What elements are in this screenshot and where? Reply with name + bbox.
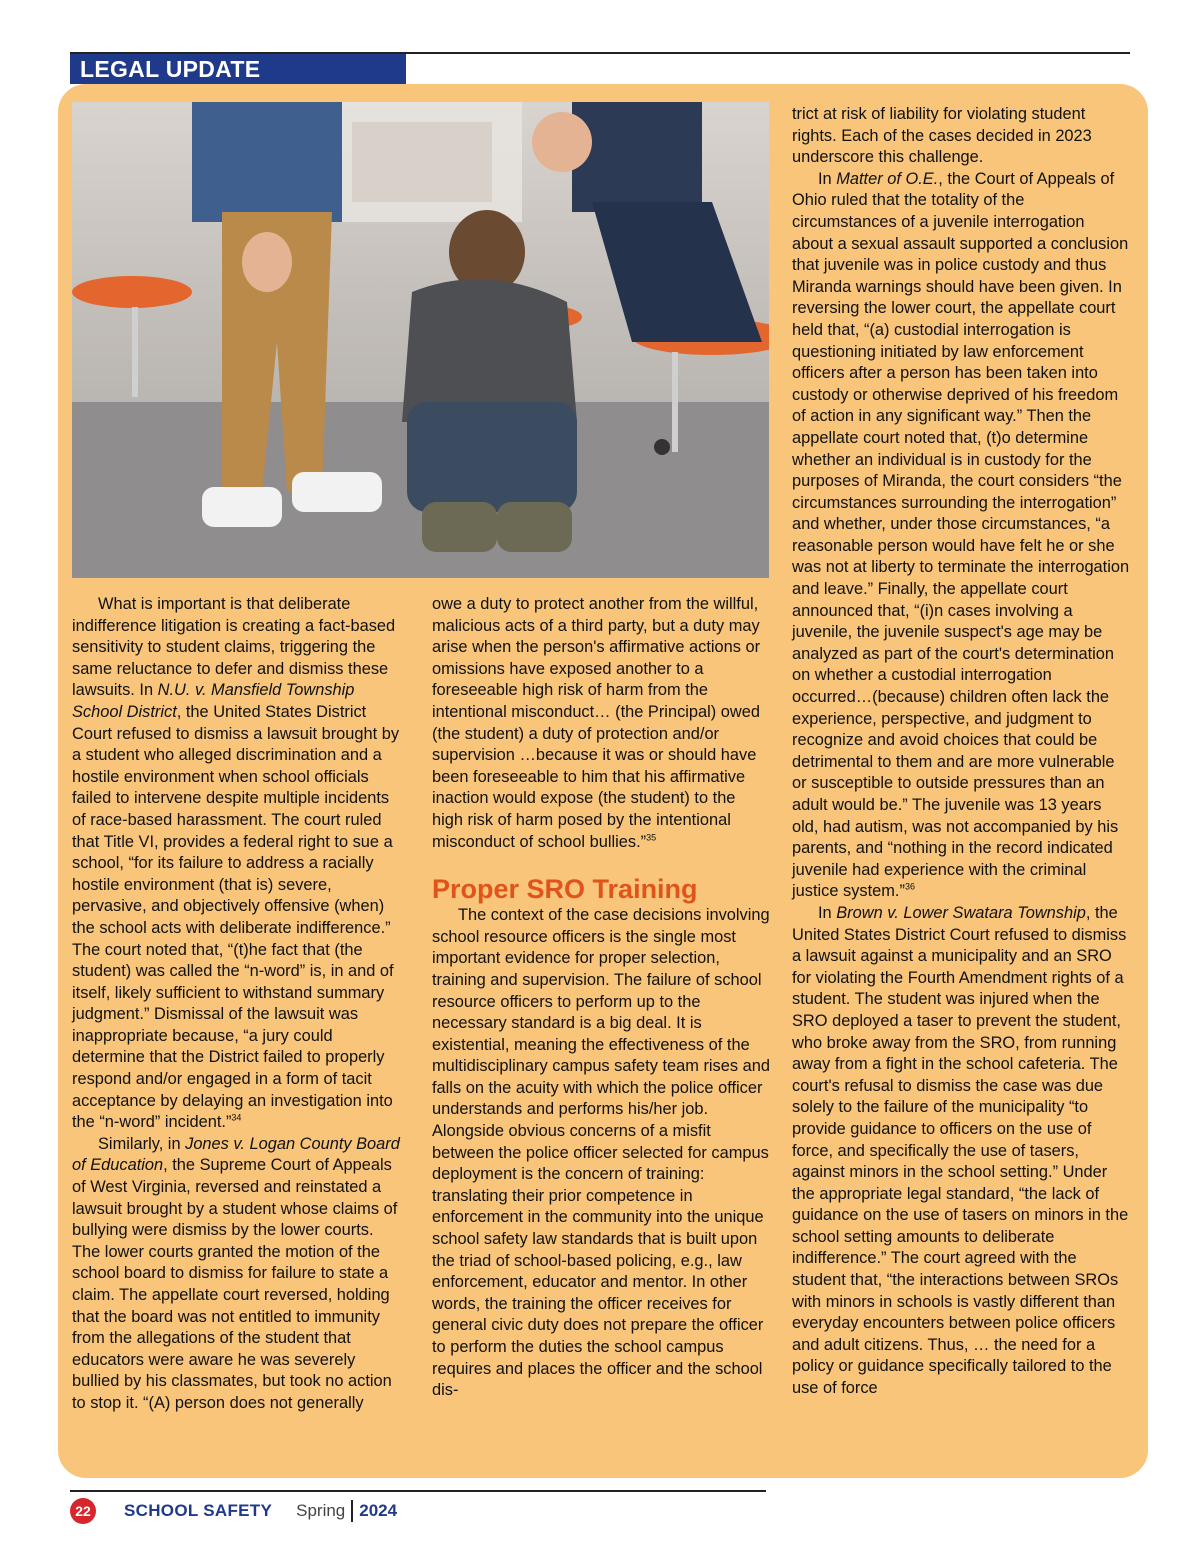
footer <box>70 1498 397 1524</box>
paragraph <box>72 594 402 1134</box>
column-2 <box>432 594 770 1402</box>
paragraph <box>792 903 1130 1400</box>
case-name: Brown v. Lower Swatara Township <box>836 903 1086 922</box>
paragraph: The context of the case decisions involving school resource officers is the single most important evidence for proper selection, training and supervision. The failure of school resource officers to perform up to the necessary standard is a big deal. It is existential, meaning the effectiveness of the multidisciplinary campus safety team rises and falls on the acuity with which the police officer understands and performs his/her job. Alongside obvious concerns of a misfit between the police officer selected for campus deployment is the concern of training: translating their prior competence in enforcement in the community into the unique school safety law standards that is built upon the triad of school-based policing, e.g., law enforcement, educator and mentor. In other words, the training the officer receives for general civic duty does not prepare the officer to perform the duties the school campus requires and places the officer and the school dis- <box>432 906 770 1400</box>
case-name: Jones v. Logan County Board of Education <box>72 1134 400 1175</box>
footnote-ref: 34 <box>231 1112 242 1123</box>
column-1 <box>72 594 402 1415</box>
text: What is important is that deliberate indifference litigation is creating a fact-based sensitivity to student claims, triggering the same reluctance to defer and dismiss these lawsuits. In <box>72 595 396 700</box>
column-3 <box>792 104 1130 1400</box>
text: In <box>818 169 837 188</box>
case-name: N.U. v. Mansfield Township School District <box>72 681 355 721</box>
issue-year: 2024 <box>359 1501 398 1520</box>
case-name: Matter of O.E. <box>836 169 939 188</box>
text: Similarly, in <box>98 1134 186 1153</box>
page-number-badge: 22 <box>70 1498 96 1524</box>
section-heading: Proper SRO Training <box>432 874 698 905</box>
paragraph <box>792 169 1130 903</box>
paragraph: trict at risk of liability for violating student rights. Each of the cases decided in 2023 underscore this challenge. <box>792 105 1092 167</box>
footnote-ref: 36 <box>904 881 915 892</box>
divider <box>351 1500 353 1522</box>
issue-season: Spring <box>296 1501 346 1520</box>
footnote-ref: 35 <box>646 832 657 843</box>
text: , the United States District Court refused to dismiss a lawsuit brought by a student who alleged discrimination and a hostile environment when school officials failed to intervene despite multiple incidents of race-based harassment. The court ruled that Title VI, provides a federal right to sue a school, “for its failure to address a racially hostile environment (that is) severe, pervasive, and objectively offensive (when) the school acts with deliberate indifference.” The court noted that, “(t)he fact that (the student) was called the “n-word” is, in and of itself, likely sufficient to withstand summary judgment.” Dismissal of the lawsuit was inappropriate because, “a jury could determine that the District failed to properly respond and/or engaged in a form of tacit acceptance by delaying an investigation into the “n-word” incident.” <box>72 702 400 1132</box>
magazine-title: SCHOOL SAFETY <box>124 1501 273 1520</box>
text: , the Supreme Court of Appeals of West Virginia, reversed and reinstated a lawsuit brought by a student whose claims of bullying were dismiss by the lower courts. The lower courts granted the motion of the school board to dismiss for failure to state a claim. The appellate court reversed, holding that the board was not entitled to immunity from the allegations of the student that educators were aware he was severely bullied by his classmates, but took no action to stop it. “(A) person does not generally <box>72 1156 398 1412</box>
article-photo <box>72 102 769 578</box>
bottom-rule <box>70 1490 766 1492</box>
text: In <box>818 903 837 922</box>
text: , the United States District Court refused to dismiss a lawsuit against a municipality and an SRO for violating the Fourth Amendment rights of a student. The student was injured when the SRO deployed a taser to prevent the student, who broke away from the SRO, from running away from a fight in the school cafeteria. The court's refusal to dismiss the case was due solely to the failure of the municipality “to provide guidance to officers on the use of force, and specifically the use of tasers, against minors in the school setting.” Under the appropriate legal standard, “the lack of guidance on the use of tasers on minors in the school setting amounts to deliberate indifference.” The court agreed with the student that, “the interactions between SROs with minors in schools is vastly different than everyday encounters between police officers and adult citizens. Thus, … the need for a policy or guidance specifically tailored to the use of force <box>792 903 1129 1398</box>
text: , the Court of Appeals of Ohio ruled that the totality of the circumstances of a juvenile interrogation about a sexual assault supported a conclusion that juvenile was in police custody and thus Miranda warnings should have been given. In reversing the lower court, the appellate court held that, “(a) custodial interrogation is questioning initiated by law enforcement officers after a person has been taken into custody or otherwise deprived of his freedom of action in any significant way.” Then the appellate court noted that, (t)o determine whether an individual is in custody for the purposes of Miranda, the court considers “the circumstances surrounding the interrogation” and whether, under those circumstances, “a reasonable person would have felt he or she was not at liberty to terminate the interrogation and leave.” Finally, the appellate court announced that, “(i)n cases involving a juvenile, the juvenile suspect's age may be analyzed as part of the court's determination on whether a custodial interrogation occurred…(because) children often lack the experience, perspective, and judgment to recognize and avoid choices that could be detrimental to them and are more vulnerable or susceptible to outside pressures than an adult would be.” The juvenile was 13 years old, had autism, was not accompanied by his parents, and “nothing in the record indicated juvenile had experience with the criminal justice system.” <box>792 169 1130 901</box>
paragraph <box>432 594 770 853</box>
section-label: LEGAL UPDATE <box>70 54 406 84</box>
paragraph <box>72 1134 402 1415</box>
text: owe a duty to protect another from the willful, malicious acts of a third party, but a duty may arise when the person's affirmative actions or omissions have exposed another to a foreseeable high risk of harm from the intentional misconduct… (the Principal) owed (the student) a duty of protection and/or supervision …because it was or should have been foreseeable to him that his affirmative inaction would expose (the student) to the high risk of harm posed by the intentional misconduct of school bullies.” <box>432 595 761 851</box>
